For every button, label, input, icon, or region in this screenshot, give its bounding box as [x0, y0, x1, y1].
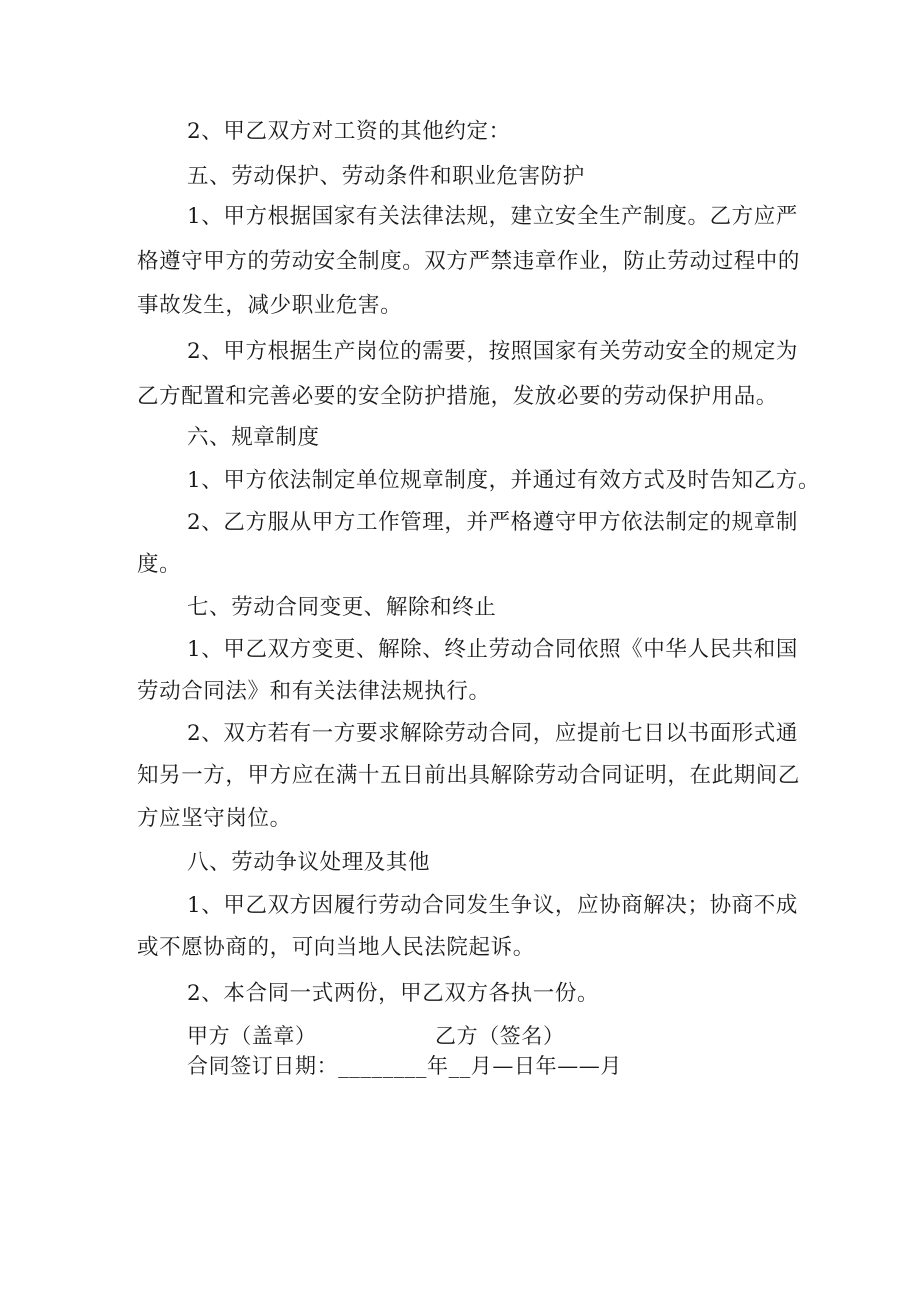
section-heading-6: 六、规章制度	[187, 425, 320, 450]
paragraph-line: 1、甲乙双方变更、解除、终止劳动合同依照《中华人民共和国	[187, 637, 798, 662]
paragraph-line: 乙方配置和完善必要的安全防护措施，发放必要的劳动保护用品。	[137, 384, 778, 409]
paragraph-line: 2、双方若有一方要求解除劳动合同，应提前七日以书面形式通	[187, 721, 798, 746]
paragraph-line: 2、甲乙双方对工资的其他约定：	[187, 119, 511, 144]
paragraph-line: 劳动合同法》和有关法律法规执行。	[137, 679, 491, 704]
paragraph-line: 度。	[137, 552, 182, 577]
party-b-signature-label: 乙方（签名）	[435, 1024, 565, 1048]
section-heading-8: 八、劳动争议处理及其他	[187, 850, 431, 875]
section-heading-5: 五、劳动保护、劳动条件和职业危害防护	[187, 164, 585, 189]
section-heading-7: 七、劳动合同变更、解除和终止	[187, 595, 497, 620]
paragraph-line: 1、甲方依法制定单位规章制度，并通过有效方式及时告知乙方。	[187, 468, 821, 493]
paragraph-line: 知另一方，甲方应在满十五日前出具解除劳动合同证明，在此期间乙	[137, 763, 801, 788]
paragraph-line: 或不愿协商的，可向当地人民法院起诉。	[137, 935, 535, 960]
paragraph-line: 事故发生，减少职业危害。	[137, 293, 403, 318]
party-a-seal-label: 甲方（盖章）	[187, 1024, 317, 1048]
paragraph-line: 1、甲方根据国家有关法律法规，建立安全生产制度。乙方应严	[187, 204, 798, 229]
paragraph-line: 2、甲方根据生产岗位的需要，按照国家有关劳动安全的规定为	[187, 339, 798, 364]
signing-date-line: 合同签订日期：________年__月—日年——月	[187, 1054, 622, 1078]
paragraph-line: 格遵守甲方的劳动安全制度。双方严禁违章作业，防止劳动过程中的	[137, 249, 801, 274]
paragraph-line: 2、乙方服从甲方工作管理，并严格遵守甲方依法制定的规章制	[187, 510, 798, 535]
paragraph-line: 1、甲乙双方因履行劳动合同发生争议，应协商解决；协商不成	[187, 893, 798, 918]
paragraph-line: 方应坚守岗位。	[137, 806, 292, 831]
paragraph-line: 2、本合同一式两份，甲乙双方各执一份。	[187, 981, 600, 1006]
